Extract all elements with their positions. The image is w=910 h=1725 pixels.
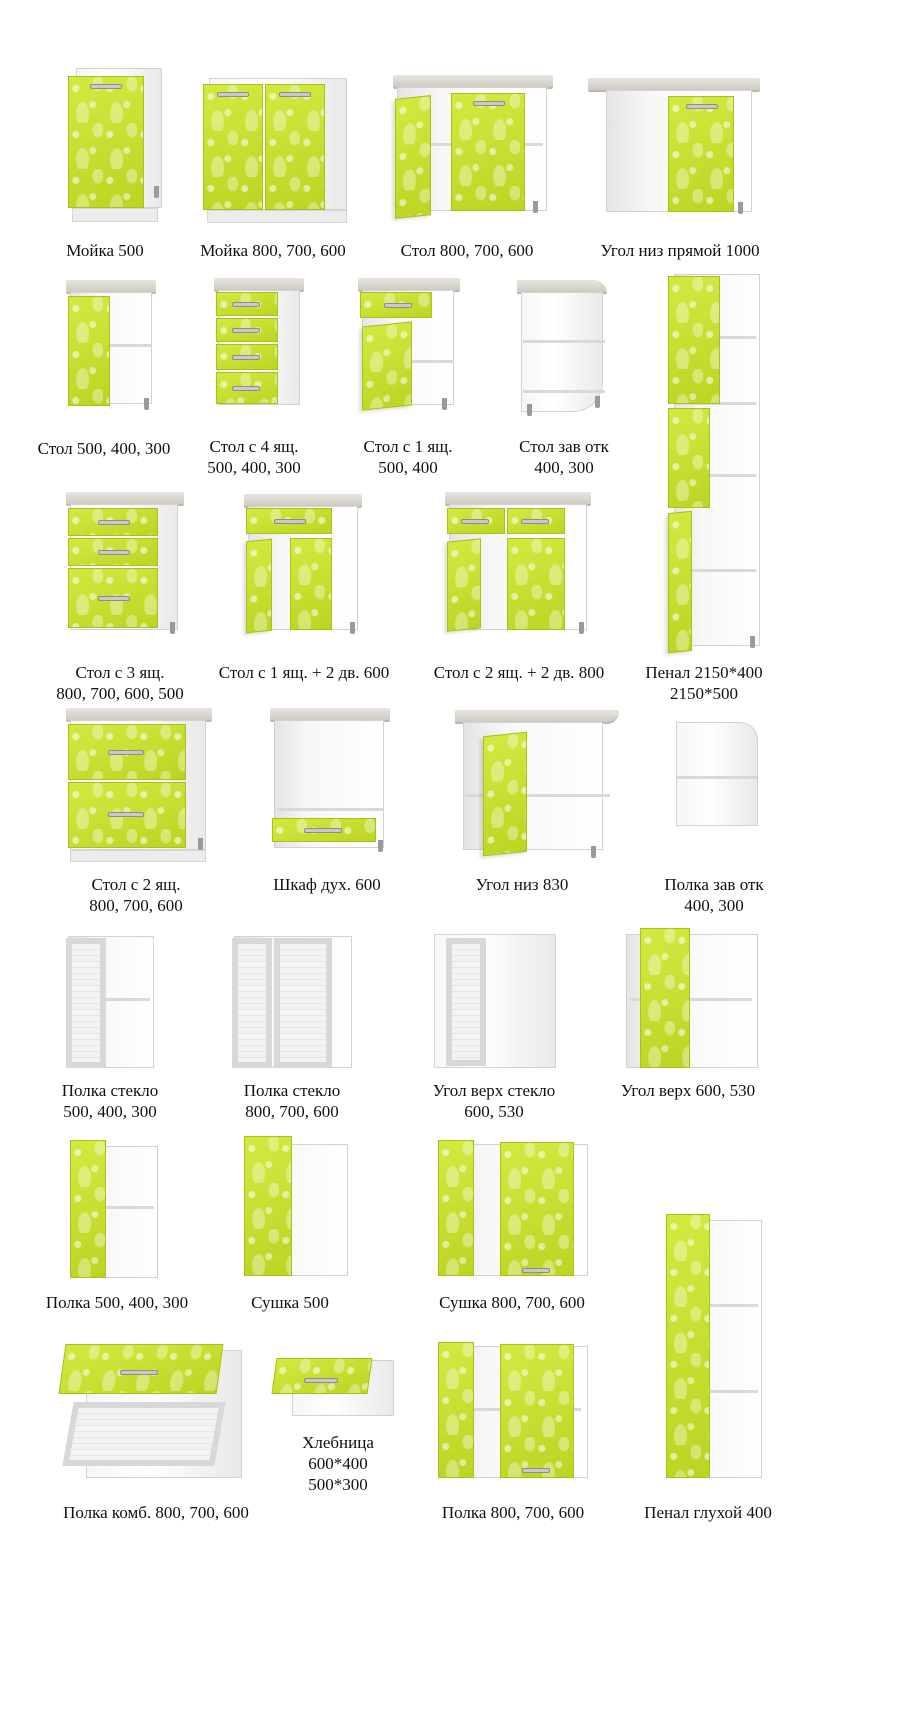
pencil-case-blind-400: [664, 1214, 764, 1480]
corner-lower-830: [455, 710, 620, 863]
item-label: Полка стекло 500, 400, 300: [61, 1081, 159, 1121]
item-label: Стол с 4 ящ. 500, 400, 300: [207, 437, 301, 477]
dryer-500: [242, 1136, 350, 1278]
table-800: [393, 75, 553, 223]
bread-box: [274, 1358, 396, 1418]
item-label: Стол с 1 ящ. 500, 400: [363, 437, 453, 477]
item-label: Стол с 3 ящ. 800, 700, 600, 500: [56, 663, 184, 703]
item-label: Полка зав отк 400, 300: [664, 875, 764, 915]
item-label: Полка 500, 400, 300: [45, 1293, 189, 1312]
shelf-500: [68, 1140, 160, 1278]
table-3-drawers: [66, 492, 184, 640]
item-label: Стол 800, 700, 600: [400, 241, 534, 260]
item-label: Полка комб. 800, 700, 600: [63, 1503, 249, 1522]
cabinet-sink-500: [68, 68, 163, 223]
item-label: Стол зав отк 400, 300: [519, 437, 609, 477]
corner-lower-straight-1000: [588, 78, 760, 223]
cabinet-sink-800: [203, 78, 348, 223]
shelf-combo-800: [62, 1344, 244, 1480]
shelf-end-open: [672, 722, 762, 827]
shelf-glass-500: [64, 936, 156, 1070]
table-2-drawers: [66, 708, 212, 863]
item-label: Стол с 2 ящ. + 2 дв. 800: [433, 663, 605, 682]
corner-upper-glass: [430, 934, 558, 1070]
table-2-drawers-2-doors: [445, 492, 593, 640]
item-label: Угол низ 830: [475, 875, 569, 894]
item-label: Сушка 800, 700, 600: [439, 1293, 585, 1312]
item-label: Угол верх 600, 530: [620, 1081, 756, 1100]
item-label: Пенал глухой 400: [644, 1503, 772, 1522]
item-label: Пенал 2150*400 2150*500: [645, 663, 763, 703]
pencil-case-tall: [668, 274, 762, 658]
shelf-glass-800: [230, 936, 354, 1070]
shelf-800: [436, 1342, 590, 1480]
item-label: Стол с 2 ящ. 800, 700, 600: [89, 875, 183, 915]
item-label: Угол верх стекло 600, 530: [432, 1081, 556, 1121]
oven-cabinet-600: [270, 708, 390, 863]
dryer-800: [436, 1140, 590, 1278]
item-label: Полка 800, 700, 600: [441, 1503, 585, 1522]
corner-upper-600: [622, 928, 760, 1070]
item-label: Мойка 500: [66, 241, 144, 260]
table-1-drawer: [358, 278, 460, 415]
item-label: Мойка 800, 700, 600: [200, 241, 346, 260]
table-1-drawer-2-doors: [244, 494, 364, 640]
item-label: Сушка 500: [251, 1293, 329, 1312]
item-label: Полка стекло 800, 700, 600: [243, 1081, 341, 1121]
table-500: [66, 280, 156, 415]
table-4-drawers: [214, 278, 304, 415]
item-label: Угол низ прямой 1000: [600, 241, 760, 260]
item-label: Стол с 1 ящ. + 2 дв. 600: [218, 663, 390, 682]
item-label: Хлебница 600*400 500*300: [302, 1433, 374, 1494]
item-label: Стол 500, 400, 300: [37, 439, 171, 458]
table-end-open: [517, 280, 611, 415]
item-label: Шкаф дух. 600: [273, 875, 381, 894]
